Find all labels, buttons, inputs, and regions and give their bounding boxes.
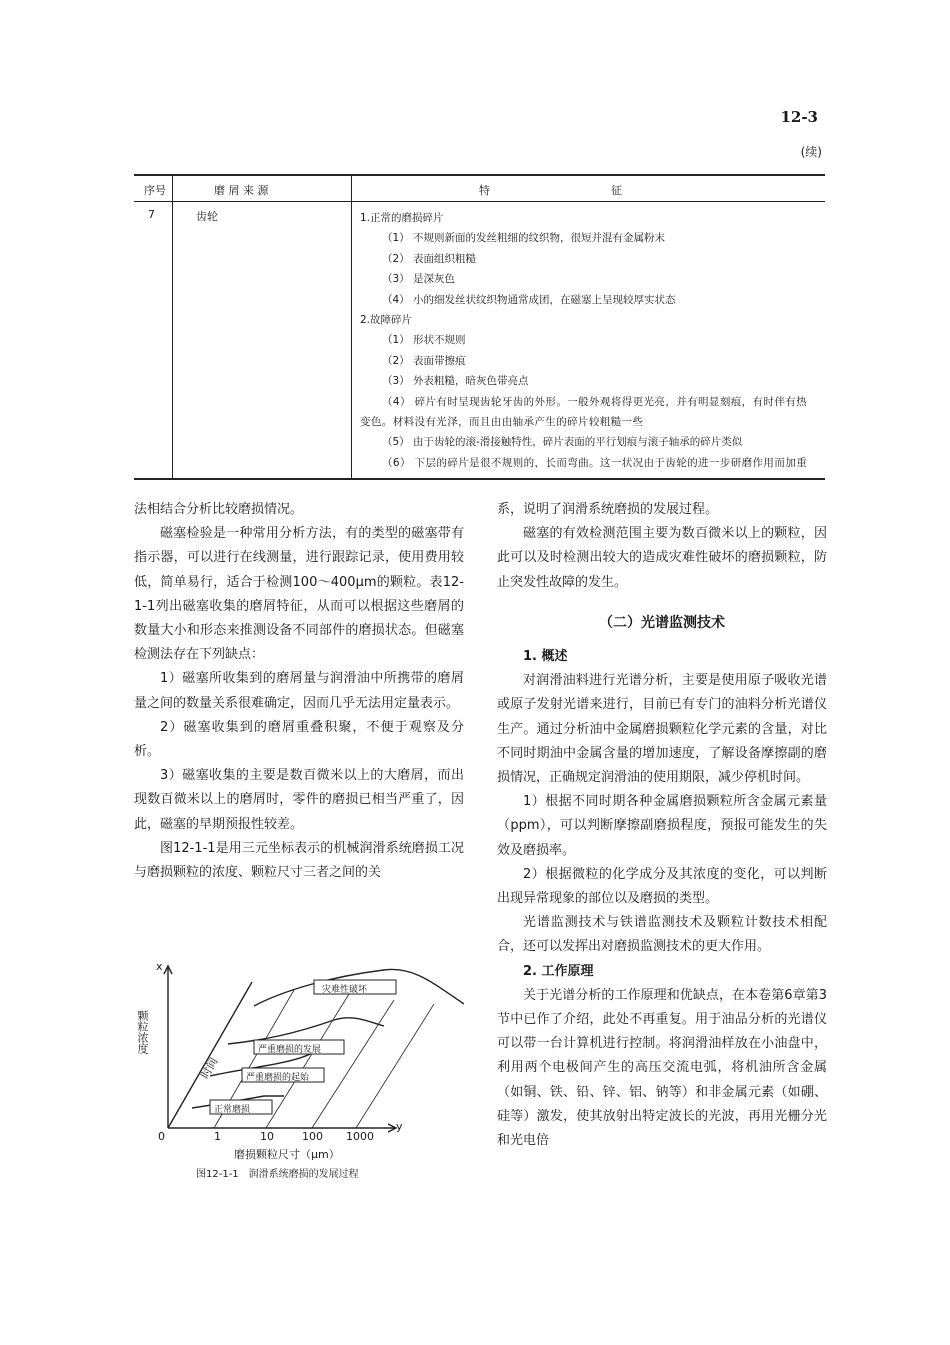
- paragraph: 2）磁塞收集到的磨屑重叠积聚，不便于观察及分析。: [134, 719, 464, 760]
- x-tick: 1: [214, 1130, 221, 1143]
- feature-item: （1） 形状不规则: [382, 334, 466, 347]
- x-tick: 100: [302, 1130, 323, 1143]
- row-number: 7: [148, 208, 155, 221]
- paragraph: 对润滑油料进行光谱分析，主要是使用原子吸收光谱或原子发射光谱来进行，目前已有专门的油料分析光谱仪生产。通过分析油中金属磨损颗粒化学元素的含量，对比不同时期油中金属含量的增加速度，了解设备摩擦副的磨损情况，正确规定润滑油的使用期限，减少停机时间。: [497, 673, 827, 786]
- table-divider: [172, 176, 173, 478]
- paragraph: 法相结合分析比较磨损情况。: [134, 502, 304, 517]
- header-feature: 特 征: [479, 184, 622, 197]
- feature-item: （2） 表面组织粗糙: [382, 252, 477, 265]
- header-source: 磨 屑 来 源: [214, 184, 269, 197]
- paragraph: 1）根据不同时期各种金属磨损颗粒所含金属元素量（ppm），可以判断摩擦副磨损程度，预报可能发生的失效及磨损率。: [497, 794, 827, 858]
- x-axis-label: x: [156, 960, 163, 973]
- paragraph: 光谱监测技术与铁谱监测技术及颗粒计数技术相配合，还可以发挥出对磨损监测技术的更大作用。: [497, 915, 827, 955]
- wear-debris-table: [134, 174, 825, 480]
- x-tick: 1000: [346, 1130, 374, 1143]
- stage-label: 灾难性破坏: [322, 985, 368, 995]
- row-source: 齿轮: [196, 210, 218, 223]
- figure-xlabel: 磨损颗粒尺寸（μm）: [234, 1148, 340, 1161]
- figure-caption: 图12-1-1 润滑系统磨损的发展过程: [196, 1169, 359, 1180]
- feature-item: （6） 下层的碎片是很不规则的，长而弯曲。这一状况由于齿轮的进一步研磨作用而加重: [382, 456, 808, 469]
- paragraph: 系，说明了润滑系统磨损的发展过程。: [497, 502, 719, 517]
- wear-development-figure: [134, 960, 464, 1190]
- table-header: [134, 176, 825, 202]
- subsection-title: 1. 概述: [523, 649, 568, 665]
- right-column: [497, 498, 827, 1153]
- feature-item: （4） 小的细发丝状纹织物通常成团，在磁塞上呈现较厚实状态: [382, 293, 676, 306]
- paragraph: 3）磁塞收集的主要是数百微米以上的大磨屑，而出现数百微米以上的磨屑时，零件的磨损已相当严重了，因此，磁塞的早期预报性较差。: [134, 768, 464, 832]
- feature-item: （5） 由于齿轮的滚-滑接触特性，碎片表面的平行划痕与滚子轴承的碎片类似: [382, 436, 743, 449]
- feature-list: [360, 208, 816, 473]
- stage-label: 严重磨损的起始: [246, 1073, 310, 1083]
- y-axis-label: y: [396, 1120, 403, 1133]
- header-no: 序号: [144, 184, 166, 197]
- feature-heading: 2.故障碎片: [360, 314, 413, 327]
- feature-item: （3） 是深灰色: [382, 273, 456, 286]
- paragraph: 磁塞检验是一种常用分析方法，有的类型的磁塞带有指示器，可以进行在线测量，进行跟踪记录，使用费用较低，简单易行，适合于检测100～400μm的颗粒。表12-1-1列出磁塞收集的磨屑特征，从而可以根据这些磨屑的数量大小和形态来推测设备不同部件的磨损状态。但磁塞检测法存在下列缺点：: [134, 526, 464, 663]
- feature-item: （2） 表面带擦痕: [382, 354, 466, 367]
- table-divider: [351, 176, 352, 478]
- subsection-title: 2. 工作原理: [523, 963, 594, 979]
- left-column: [134, 498, 464, 885]
- feature-item: （1） 不规则新面的发丝粗细的纹织物，很短并混有金属粉末: [382, 232, 666, 245]
- paragraph: 图12-1-1是用三元坐标表示的机械润滑系统磨损工况与磨损颗粒的浓度、颗粒尺寸三者之间的关: [134, 840, 464, 881]
- section-title: （二）光谱监测技术: [599, 614, 725, 631]
- paragraph: 2）根据微粒的化学成分及其浓度的变化，可以判断出现异常现象的部位以及磨损的类型。: [497, 866, 827, 907]
- page-number: 12-3: [780, 108, 818, 126]
- stage-label: 严重磨损的发展: [258, 1045, 322, 1055]
- continued-label: (续): [800, 145, 822, 159]
- paragraph: 1）磁塞所收集到的磨屑量与润滑油中所携带的磨屑量之间的数量关系很难确定，因而几乎无法用定量表示。: [134, 671, 464, 711]
- stage-label: 正常磨损: [214, 1105, 251, 1115]
- feature-item: （3） 外表粗糙，暗灰色带亮点: [382, 375, 529, 388]
- origin-label: 0: [158, 1130, 165, 1143]
- figure-graphic: [134, 960, 464, 1160]
- time-axis-label: 时间: [198, 1055, 221, 1082]
- paragraph: 关于光谱分析的工作原理和优缺点，在本卷第6章第3节中已作了介绍，此处不再重复。用于油品分析的光谱仪可以带一台计算机进行控制。将润滑油样放在小油盘中，利用两个电极间产生的高压交流电弧，将机油所含金属（如铜、铁、铅、锌、铝、钠等）和非金属元素（如硼、硅等）激发，使其放射出特定波长的光波，再用光栅分光和光电倍: [497, 987, 827, 1149]
- paragraph: 磁塞的有效检测范围主要为数百微米以上的颗粒，因此可以及时检测出较大的造成灾难性破坏的磨损颗粒，防止突发性故障的发生。: [497, 526, 827, 590]
- feature-heading: 1.正常的磨损碎片: [360, 212, 444, 224]
- x-tick: 10: [260, 1130, 274, 1143]
- vertical-axis-label: 颗粒浓度: [136, 1010, 149, 1054]
- feature-item: （4） 碎片有时呈现齿轮牙齿的外形。一般外观将得更光亮，并有明显刻痕，有时伴有热变色。材料没有光泽，而且由由轴承产生的碎片较粗糙一些: [360, 395, 808, 429]
